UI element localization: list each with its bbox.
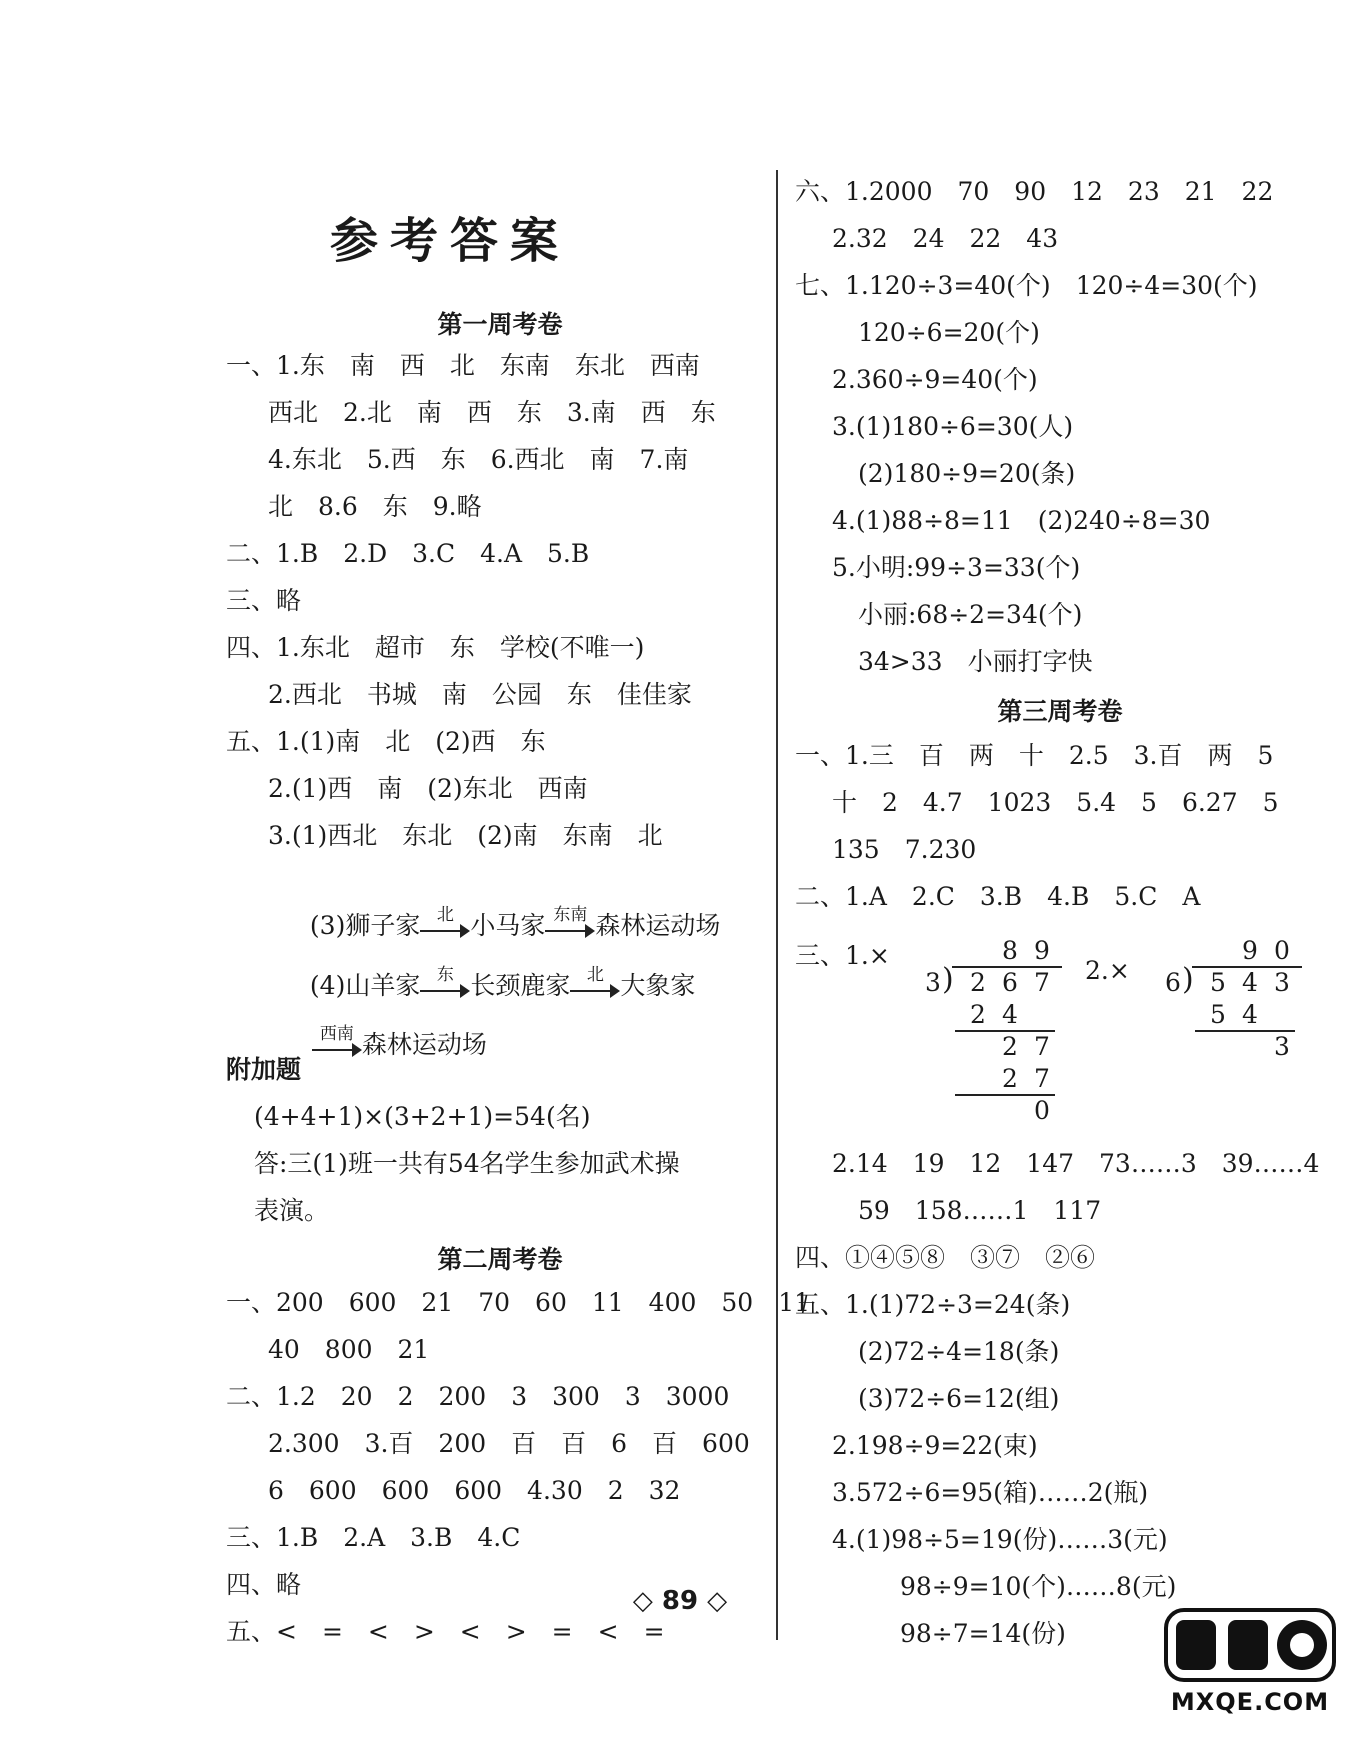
remainder: 3 [1274,1032,1290,1061]
division-bracket: ) [942,962,954,997]
answer-line: (2)180÷9=20(条) [858,459,1076,488]
route-3 [294,878,720,943]
route-mid: 小马家 [470,911,546,940]
answer-line: 西北 2.北 南 西 东 3.南 西 东 [268,398,716,427]
arrow-label: 东 [436,964,454,985]
watermark-url: MXQE.COM [1170,1688,1330,1716]
answer-line: 4.(1)88÷8=11 (2)240÷8=30 [832,506,1211,535]
dividend-digit: 7 [1034,968,1050,997]
answer-line: 2.198÷9=22(束) [832,1431,1038,1460]
answer-line: 小丽:68÷2=34(个) [858,600,1083,629]
answer-line: 3.(1)西北 东北 (2)南 东南 北 [268,821,663,850]
page-number: ◇ 89 ◇ [632,1586,728,1616]
week3-heading: 第三周考卷 [997,697,1123,726]
step-digit: 4 [1002,1000,1018,1029]
answer-line: 2.西北 书城 南 公园 东 佳佳家 [268,680,692,709]
step-digit: 7 [1034,1064,1050,1093]
route-end: 森林运动场 [595,911,721,940]
arrow-label: 北 [586,964,604,985]
bonus-line: 表演。 [254,1196,330,1225]
dividend-digit: 5 [1210,968,1226,997]
answer-line: (3)72÷6=12(组) [858,1384,1060,1413]
answer-line: 二、1.A 2.C 3.B 4.B 5.C A [795,882,1201,911]
answer-line: 一、1.东 南 西 北 东南 东北 西南 [226,351,700,380]
answer-line: 三、略 [226,586,302,615]
item3-label-2: 2.× [1085,956,1130,985]
quotient-digit: 9 [1242,936,1258,965]
step-digit: 2 [1002,1032,1018,1061]
route-start: 狮子家 [345,911,421,940]
answer-line: 98÷9=10(个)……8(元) [900,1572,1177,1601]
dividend-digit: 3 [1274,968,1290,997]
answer-line: 七、1.120÷3=40(个) 120÷4=30(个) [795,271,1258,300]
answer-line: 59 158……1 117 [858,1196,1102,1225]
answer-line: (2)72÷4=18(条) [858,1337,1060,1366]
answer-line: 98÷7=14(份) [900,1619,1066,1648]
page-title: 参考答案 [329,213,570,269]
week1-heading: 第一周考卷 [437,310,563,339]
answer-line: 十 2 4.7 1023 5.4 5 6.27 5 [832,788,1279,817]
quotient-digit: 8 [1002,936,1018,965]
answer-line: 三、1.B 2.A 3.B 4.C [226,1523,521,1552]
answer-line: 五、1.(1)72÷3=24(条) [795,1290,1071,1319]
answer-line: 2.32 24 22 43 [832,224,1059,253]
answer-line: 6 600 600 600 4.30 2 32 [268,1476,681,1505]
step-digit: 2 [970,1000,986,1029]
answer-line: 135 7.230 [832,835,977,864]
dividend-digit: 4 [1242,968,1258,997]
answer-line: 4.东北 5.西 东 6.西北 南 7.南 [268,445,689,474]
answer-line: 4.(1)98÷5=19(份)……3(元) [832,1525,1168,1554]
route-start: 山羊家 [345,971,421,1000]
week2-heading: 第二周考卷 [437,1245,563,1274]
route-mid: 长颈鹿家 [470,971,571,1000]
route-4 [294,938,695,1003]
arrow-label: 东南 [553,904,588,925]
answer-line: 3.572÷6=95(箱)……2(瓶) [832,1478,1149,1507]
route-prefix: (3) [309,911,346,940]
quotient-digit: 9 [1034,936,1050,965]
bonus-line: (4+4+1)×(3+2+1)=54(名) [254,1102,591,1131]
divisor: 3 [925,968,941,997]
bonus-line: 答:三(1)班一共有54名学生参加武术操 [254,1149,680,1178]
route-end: 森林运动场 [361,1030,487,1059]
step-digit: 2 [1002,1064,1018,1093]
arrow-label: 北 [436,904,454,925]
route-end: 大象家 [620,971,696,1000]
answer-line: 四、略 [226,1570,302,1599]
remainder: 0 [1034,1096,1050,1125]
answer-line: 2.(1)西 南 (2)东北 西南 [268,774,588,803]
answer-line: 一、200 600 21 70 60 11 400 50 11 [226,1288,811,1317]
answer-line: 北 8.6 东 9.略 [268,492,482,521]
answer-line: 四、①④⑤⑧ ③⑦ ②⑥ [795,1243,1096,1272]
step-digit: 5 [1210,1000,1226,1029]
step-digit: 4 [1242,1000,1258,1029]
divisor: 6 [1165,968,1181,997]
answer-line: 2.300 3.百 200 百 百 6 百 600 [268,1429,750,1458]
arrow-label: 西南 [319,1023,354,1044]
dividend-digit: 6 [1002,968,1018,997]
column-divider [776,170,778,1640]
answer-line: 四、1.东北 超市 东 学校(不唯一) [226,633,645,662]
step-digit: 7 [1034,1032,1050,1061]
answer-line: 五、< = < > < > = < = [226,1617,665,1646]
route-4-continued [296,997,487,1062]
division-bracket: ) [1182,962,1194,997]
answer-line: 5.小明:99÷3=33(个) [832,553,1081,582]
answer-line: 2.14 19 12 147 73……3 39……4 [832,1149,1320,1178]
answer-line: 六、1.2000 70 90 12 23 21 22 [795,177,1274,206]
answer-line: 五、1.(1)南 北 (2)西 东 [226,727,546,756]
bonus-heading: 附加题 [226,1055,302,1084]
watermark-logo-icon [1160,1600,1340,1690]
right-arrow-icon [570,964,620,1003]
watermark-logo [1160,1600,1340,1720]
answer-line: 二、1.2 20 2 200 3 300 3 3000 [226,1382,730,1411]
item3-label: 三、1.× [795,941,890,970]
dividend-digit: 2 [970,968,986,997]
answer-line: 120÷6=20(个) [858,318,1040,347]
answer-line: 二、1.B 2.D 3.C 4.A 5.B [226,539,590,568]
right-arrow-icon [312,1023,362,1062]
answer-line: 34>33 小丽打字快 [858,647,1093,676]
answer-line: 一、1.三 百 两 十 2.5 3.百 两 5 [795,741,1274,770]
answer-line: 2.360÷9=40(个) [832,365,1038,394]
answer-line: 40 800 21 [268,1335,430,1364]
route-prefix: (4) [309,971,346,1000]
quotient-digit: 0 [1274,936,1290,965]
answer-line: 3.(1)180÷6=30(人) [832,412,1074,441]
